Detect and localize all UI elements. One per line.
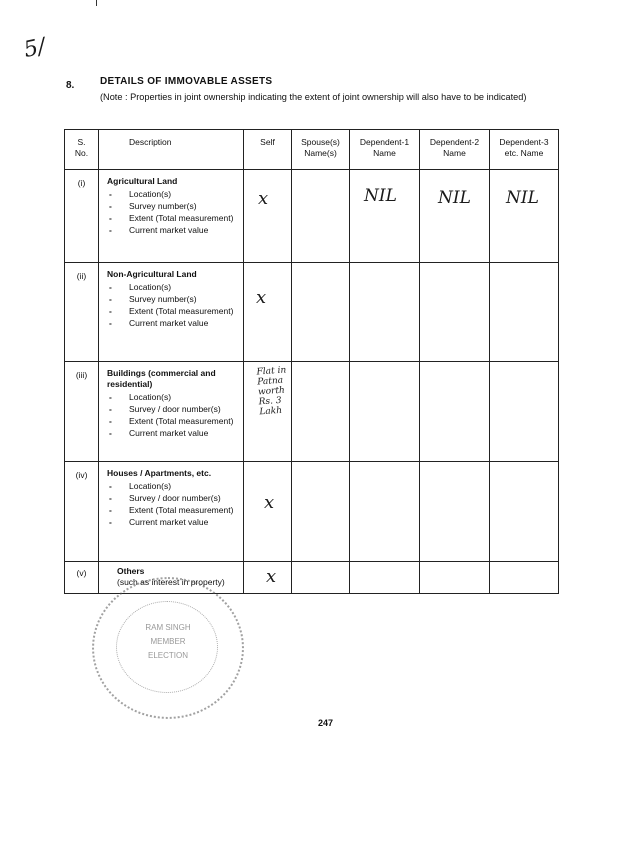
header-self: Self: [244, 130, 292, 170]
row-category: Others: [117, 566, 145, 576]
official-seal-stamp: [92, 577, 244, 719]
table-header-row: [65, 130, 559, 170]
seal-text: MEMBER: [150, 637, 186, 646]
row-item: - Survey number(s): [107, 294, 239, 305]
row-category-extra: (such as interest in property): [117, 577, 225, 587]
row-dep3-cell: [490, 170, 559, 263]
row-category: Agricultural Land: [107, 176, 178, 186]
row-category: Buildings (commercial and residential): [107, 368, 216, 389]
self-cross-mark: x: [256, 287, 267, 308]
row-self-cell: [244, 462, 292, 562]
row-sno: (v): [65, 562, 99, 594]
row-sno: (ii): [65, 263, 99, 362]
row-item: - Current market value: [107, 318, 239, 329]
row-dep3-cell: [490, 263, 559, 362]
row-dep3-cell: [490, 362, 559, 462]
table-row: [65, 263, 559, 362]
row-description: [99, 462, 244, 562]
row-spouse-cell: [292, 462, 350, 562]
row-dep2-cell: [420, 462, 490, 562]
row-item: - Extent (Total measurement): [107, 213, 239, 224]
section-title: DETAILS OF IMMOVABLE ASSETS: [100, 76, 273, 87]
row-description: [99, 170, 244, 263]
row-item: - Extent (Total measurement): [107, 306, 239, 317]
row-dep2-cell: [420, 362, 490, 462]
self-handwritten-note: Flat in Patna worth Rs. 3 Lakh: [256, 365, 287, 418]
margin-handwritten-mark: 5/: [21, 34, 48, 63]
row-item: - Survey number(s): [107, 201, 239, 212]
row-item: - Location(s): [107, 481, 239, 492]
row-spouse-cell: [292, 263, 350, 362]
seal-text: ELECTION: [147, 651, 188, 660]
row-description: [99, 263, 244, 362]
self-cross-mark: x: [258, 188, 269, 209]
self-cross-mark: x: [266, 566, 277, 587]
row-dep2-cell: [420, 263, 490, 362]
table-row: [65, 362, 559, 462]
row-description: [99, 362, 244, 462]
row-self-cell: [244, 362, 292, 462]
row-sno: (i): [65, 170, 99, 263]
header-description: Description: [99, 130, 244, 170]
row-item: - Current market value: [107, 428, 239, 439]
dep1-nil-entry: NIL: [364, 186, 397, 206]
header-sno: S. No.: [65, 130, 99, 170]
row-item: - Location(s): [107, 392, 239, 403]
header-dependent-1: Dependent-1 Name: [350, 130, 420, 170]
row-item: - Location(s): [107, 189, 239, 200]
row-item: - Extent (Total measurement): [107, 416, 239, 427]
page-number: 247: [318, 718, 334, 728]
row-category: Non-Agricultural Land: [107, 269, 197, 279]
section-note: (Note : Properties in joint ownership indicating the extent of joint ownership will also have to be indicated): [100, 92, 527, 102]
row-self-cell: [244, 562, 292, 594]
top-edge-tick: [96, 0, 97, 6]
row-dep2-cell: [420, 562, 490, 594]
row-item: - Location(s): [107, 282, 239, 293]
dep2-nil-entry: NIL: [438, 188, 471, 208]
row-dep3-cell: [490, 562, 559, 594]
seal-text: RAM SINGH: [145, 623, 191, 632]
row-sno: (iv): [65, 462, 99, 562]
table-row: [65, 462, 559, 562]
row-dep1-cell: [350, 170, 420, 263]
row-item: - Survey / door number(s): [107, 404, 239, 415]
header-dependent-3: Dependent-3 etc. Name: [490, 130, 559, 170]
row-item: - Extent (Total measurement): [107, 505, 239, 516]
row-dep1-cell: [350, 562, 420, 594]
row-item: - Current market value: [107, 225, 239, 236]
row-self-cell: [244, 170, 292, 263]
row-item: - Survey / door number(s): [107, 493, 239, 504]
row-self-cell: [244, 263, 292, 362]
row-dep1-cell: [350, 362, 420, 462]
table-row: [65, 170, 559, 263]
dep3-nil-entry: NIL: [506, 188, 539, 208]
header-spouse: Spouse(s) Name(s): [292, 130, 350, 170]
self-cross-mark: x: [264, 492, 275, 513]
row-dep3-cell: [490, 462, 559, 562]
header-dependent-2: Dependent-2 Name: [420, 130, 490, 170]
row-spouse-cell: [292, 170, 350, 263]
section-number: 8.: [66, 80, 75, 91]
row-dep1-cell: [350, 263, 420, 362]
seal-inner-ring: [116, 601, 218, 693]
row-item: - Current market value: [107, 517, 239, 528]
immovable-assets-table: [64, 129, 559, 594]
row-spouse-cell: [292, 562, 350, 594]
row-category: Houses / Apartments, etc.: [107, 468, 212, 478]
row-dep1-cell: [350, 462, 420, 562]
row-sno: (iii): [65, 362, 99, 462]
row-dep2-cell: [420, 170, 490, 263]
